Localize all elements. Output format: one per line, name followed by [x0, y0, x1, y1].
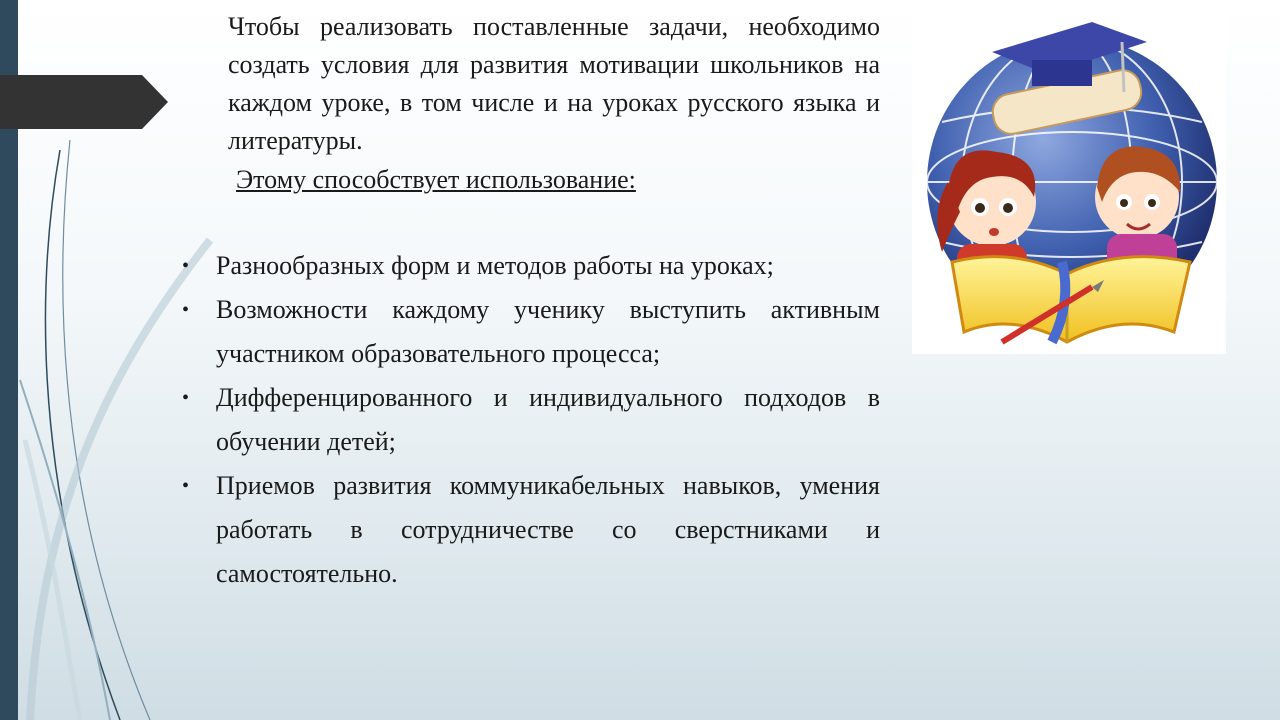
bullet-text: Дифференцированного и индивидуального подходов в обучении детей; — [216, 383, 880, 456]
bullet-text: Приемов развития коммуникабельных навыков, умения работать в сотрудничестве со сверстниками и самостоятельно. — [216, 471, 880, 588]
school-children-globe-book-icon — [912, 12, 1226, 354]
bullet-text: Разнообразных форм и методов работы на уроках; — [216, 251, 774, 280]
title-arrow-tab — [0, 75, 168, 129]
bullet-text: Возможности каждому ученику выступить активным участником образовательного процесса; — [216, 295, 880, 368]
list-item — [180, 376, 880, 464]
slide-text-block — [228, 8, 880, 200]
bullet-list — [180, 244, 880, 596]
intro-paragraph — [228, 8, 880, 160]
bullet-icon: • — [182, 387, 190, 409]
bullet-icon: • — [182, 255, 190, 277]
subheading: Этому способствует использование: — [236, 165, 636, 194]
list-item — [180, 244, 880, 288]
bullet-icon: • — [182, 475, 190, 497]
bullet-icon: • — [182, 299, 190, 321]
list-item — [180, 464, 880, 596]
list-item — [180, 288, 880, 376]
intro-text: Чтобы реализовать поставленные задачи, необходимо создать условия для развития мотивации школьников на каждом уроке, в том числе и на уроках русского языка и литературы. — [228, 12, 880, 155]
